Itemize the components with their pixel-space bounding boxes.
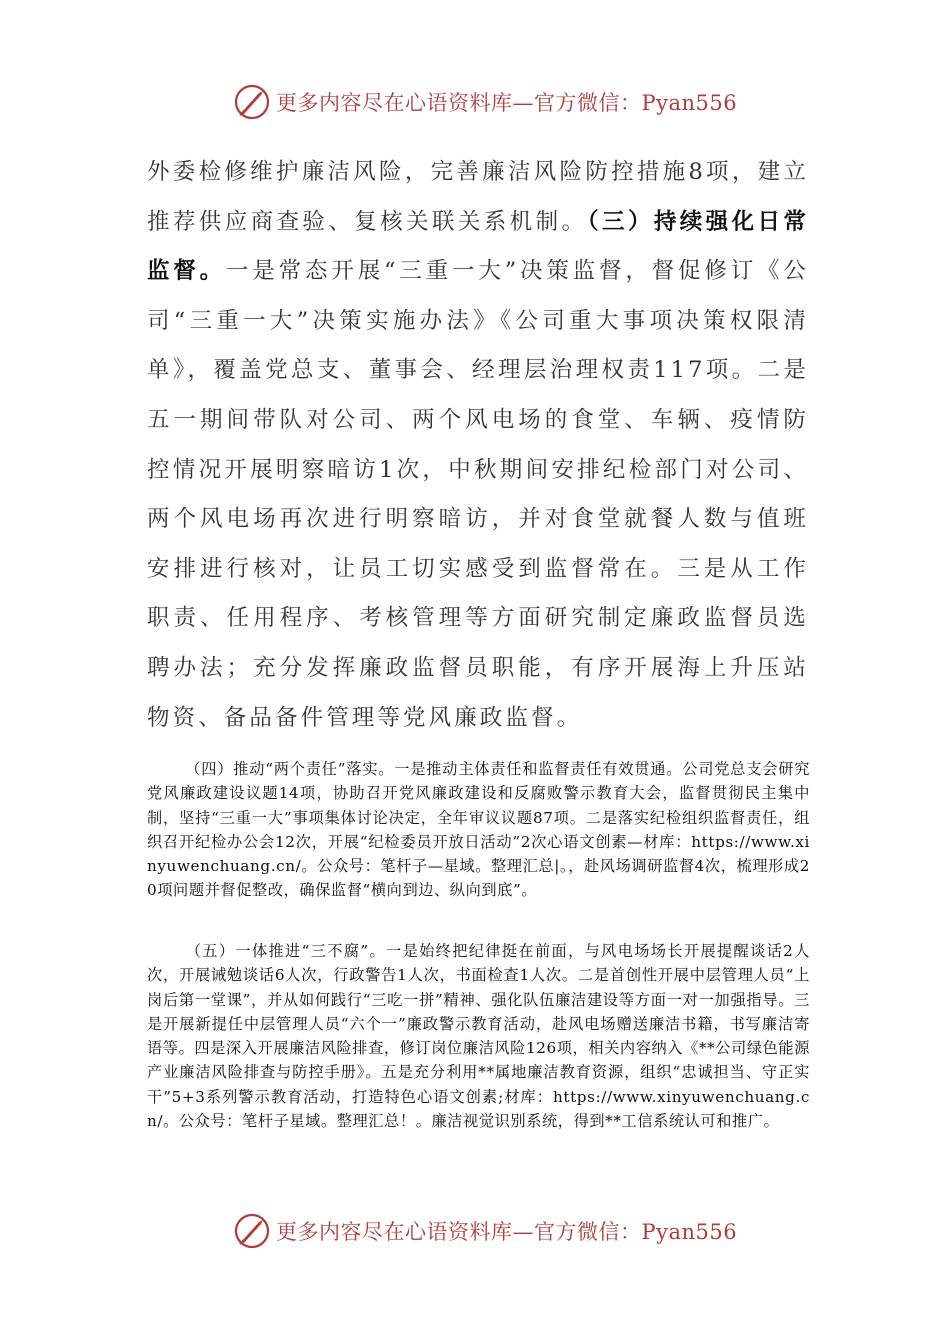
- body-paragraph: [147, 148, 809, 743]
- banner-text: 更多内容尽在心语资料库—官方微信：Pyan556: [276, 91, 738, 115]
- footer-banner: [232, 1211, 752, 1251]
- paragraph-text-2: 一是常态开展“三重一大”决策监督，督促修订《公司“三重一大”决策实施办法》《公司重大事项决策权限清单》，覆盖党总支、董事会、经理层治理权责117项。二是五一期间带队对公司、两个风电场的食堂、车辆、疫情防控情况开展明察暗访1次，中秋期间安排纪检部门对公司、两个风电场再次进行明察暗访，并对食堂就餐人数与值班安排进行核对，让员工切实感受到监督常在。三是从工作职责、任用程序、考核管理等方面研究制定廉政监督员选聘办法；充分发挥廉政监督员职能，有序开展海上升压站物资、备品备件管理等党风廉政监督。: [147, 258, 809, 731]
- paragraph-text-1: 外委检修维护廉洁风险，完善廉洁风险防控措施8项，建立推荐供应商查验、复核关联关系机制。: [147, 159, 809, 235]
- header-banner: [232, 82, 752, 122]
- section-4-text: （四）推动“两个责任”落实。一是推动主体责任和监督责任有效贯通。公司党总支会研究党风廉政建设议题14项，协助召开党风廉政建设和反腐败警示教育大会，监督贯彻民主集中制，坚持“三重一大”事项集体讨论决定，全年审议议题87项。二是落实纪检组织监督责任，组织召开纪检办公会12次，开展“纪检委员开放日活动”2次心语文创素—材库：https://www.xinyuwenchuang.cn/。公众号：笔杆子—星域。整理汇总|。，赴风场调研监督4次，梳理形成20项问题并督促整改，确保监督“横向到边、纵向到底”。: [147, 760, 810, 900]
- footer-banner-text: 更多内容尽在心语资料库—官方微信：Pyan556: [276, 1220, 738, 1244]
- section-5-text: （五）一体推进“三不腐”。一是始终把纪律挺在前面，与风电场场长开展提醒谈话2人次，开展诫勉谈话6人次，行政警告1人次，书面检查1人次。二是首创性开展中层管理人员“上岗后第一堂课”，并从如何践行“三吃一拼”精神、强化队伍廉洁建设等方面一对一加强指导。三是开展新提任中层管理人员“六个一”廉政警示教育活动，赴风电场赠送廉洁书籍，书写廉洁寄语等。四是深入开展廉洁风险排查，修订岗位廉洁风险126项，相关内容纳入《**公司绿色能源产业廉洁风险排查与防控手册》。五是充分利用**属地廉洁教育资源，组织“忠诚担当、守正实干”5+3系列警示教育活动，打造特色心语文创素;材库：https://www.xinyuwenchuang.cn/。公众号：笔杆子星域。整理汇总！。廉洁视觉识别系统，得到**工信系统认可和推广。: [147, 942, 810, 1131]
- section-heading-3: （三）持续强化日常监督。: [147, 208, 810, 285]
- section-4-paragraph: [147, 757, 810, 903]
- quill-logo-icon: [232, 82, 272, 122]
- section-5-paragraph: [147, 939, 810, 1133]
- quill-logo-icon: [232, 1211, 272, 1251]
